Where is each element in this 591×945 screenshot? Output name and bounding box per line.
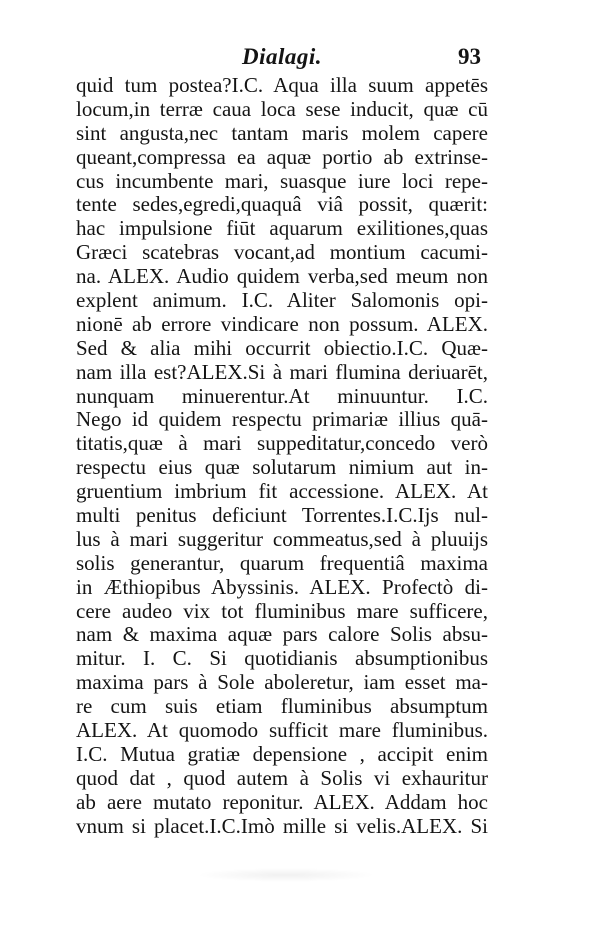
text-line: Sed & alia mihi occurrit obiectio.I.C. Quæ- bbox=[76, 335, 488, 360]
text-line: titatis,quæ à mari suppeditatur,concedo verò bbox=[76, 431, 488, 456]
text-line: sint angusta,nec tantam maris molem capere bbox=[76, 120, 488, 145]
text-line: ab aere mutato reponitur. ALEX. Addam hoc bbox=[76, 789, 488, 814]
running-head: Dialagi. bbox=[242, 44, 323, 69]
paper-stain bbox=[196, 868, 376, 882]
text-line: nam illa est?ALEX.Si à mari flumina deriuarēt, bbox=[76, 359, 488, 384]
text-line: cere audeo vix tot fluminibus mare sufficere, bbox=[76, 598, 488, 623]
text-line: queant,compressa ea aquæ portio ab extrinse- bbox=[76, 144, 488, 169]
text-line: na. ALEX. Audio quidem verba,sed meum non bbox=[76, 264, 488, 289]
text-line: quod dat , quod autem à Solis vi exhauritur bbox=[76, 765, 488, 790]
text-line: nunquam minuerentur.At minuuntur. I.C. bbox=[76, 383, 488, 408]
page-number: 93 bbox=[458, 44, 481, 69]
text-line: re cum suis etiam fluminibus absumptum bbox=[76, 694, 488, 719]
text-line: mitur. I. C. Si quotidianis absumptionibus bbox=[76, 646, 488, 671]
text-line: Nego id quidem respectu primariæ illius quā- bbox=[76, 407, 488, 432]
text-line: nam & maxima aquæ pars calore Solis absu- bbox=[76, 622, 488, 647]
text-line: hac impulsione fiūt aquarum exilitiones,quas bbox=[76, 216, 488, 241]
text-line: respectu eius quæ solutarum nimium aut in- bbox=[76, 455, 488, 480]
text-line: solis generantur, quarum frequentiâ maxima bbox=[76, 550, 488, 575]
text-line: lus à mari suggeritur commeatus,sed à pluuijs bbox=[76, 526, 488, 551]
text-line: I.C. Mutua gratiæ depensione , accipit enim bbox=[76, 741, 488, 766]
text-line: tente sedes,egredi,quaquâ viâ possit, quærit: bbox=[76, 192, 488, 217]
text-line: maxima pars à Sole aboleretur, iam esset ma- bbox=[76, 670, 488, 695]
text-line: Græci scatebras vocant,ad montium cacumi- bbox=[76, 240, 488, 265]
text-line: gruentium imbrium fit accessione. ALEX. At bbox=[76, 479, 488, 504]
text-line: quid tum postea?I.C. Aqua illa suum appetēs bbox=[76, 73, 488, 97]
text-line: nionē ab errore vindicare non possum. ALEX. bbox=[76, 311, 488, 336]
text-line: multi penitus deficiunt Torrentes.I.C.Ijs nul- bbox=[76, 503, 488, 528]
text-line: locum,in terræ caua loca sese inducit, quæ cū bbox=[76, 96, 488, 121]
text-line: ALEX. At quomodo sufficit mare fluminibus. bbox=[76, 718, 488, 743]
page-header bbox=[0, 44, 591, 74]
text-line: explent animum. I.C. Aliter Salomonis opi- bbox=[76, 288, 488, 313]
body-text bbox=[76, 74, 488, 839]
text-line: cus incumbente mari, suasque iure loci repe- bbox=[76, 168, 488, 193]
text-line: vnum si placet.I.C.Imò mille si velis.ALEX. Si bbox=[76, 813, 488, 838]
text-line: in Æthiopibus Abyssinis. ALEX. Profectò di- bbox=[76, 574, 488, 599]
